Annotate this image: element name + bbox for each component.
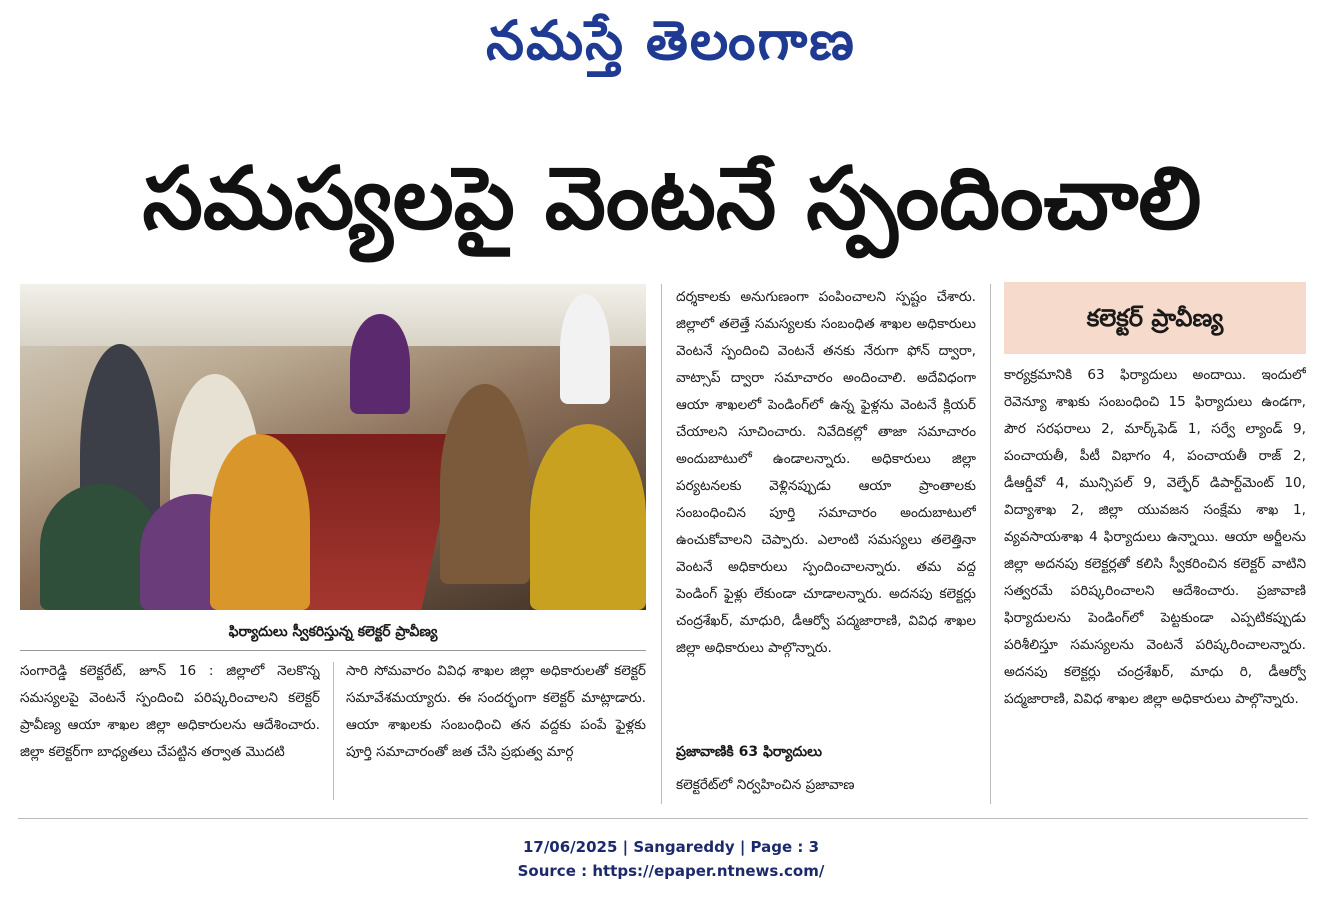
column-divider: [990, 284, 991, 804]
article-column-4: [1004, 362, 1306, 802]
article-column-1: [20, 658, 320, 800]
sidebar-title-box: కలెక్టర్ ప్రావీణ్య: [1004, 282, 1306, 354]
article-column-3: [676, 284, 976, 734]
column-divider: [661, 284, 662, 804]
footer-divider: [18, 818, 1308, 819]
photo-person: [440, 384, 530, 584]
photo-caption: ఫిర్యాదులు స్వీకరిస్తున్న కలెక్టర్ ప్రావీణ్య: [228, 624, 438, 640]
article-column-3-continued: [676, 772, 976, 802]
article-column-2: [346, 658, 646, 800]
caption-divider: [20, 650, 646, 651]
article-photo: [20, 284, 646, 610]
column-divider: [333, 662, 334, 800]
article-text: కార్యక్రమానికి 63 ఫిర్యాదులు అందాయి. ఇందులో రెవెన్యూ శాఖకు సంబంధించి 15 ఫిర్యాదులు ఉండగా, పౌర సరఫరాలు 2, మార్క్‌ఫెడ్ 1, సర్వే ల్యాండ్ 9, పంచాయతీ, పీటీ విభాగం 4, పంచాయతీ రాజ్ 2, డీఆర్డీవో 4, మున్సిపల్ 9, వెల్ఫేర్ డిపార్ట్‌మెంట్ 10, విద్యాశాఖ 2, జిల్లా యువజన సంక్షేమ శాఖ 1, వ్యవసాయశాఖ 4 ఫిర్యాదులు ఉన్నాయి. ఆయా అర్జీలను జిల్లా అదనపు కలెక్టర్లతో కలిసి స్వీకరించిన కలెక్టర్ వాటిని సత్వరమే పరిష్కరించాలని ఆదేశించారు. ప్రజావాణి ఫిర్యాదులను పెండింగ్‌లో పెట్టకుండా ఎప్పటికప్పుడు పరిశీలిస్తూ సమస్యలను వెంటనే పరిష్కరించాలన్నారు. అదనపు కలెక్టర్లు చంద్రశేఖర్, మాధు రి, డీఆర్వో పద్మజారాణి, వివిధ శాఖల జిల్లా అధికారులు పాల్గొన్నారు.: [1004, 367, 1306, 707]
footer-date-page: 17/06/2025 | Sangareddy | Page : 3: [522, 838, 820, 856]
photo-ceiling: [20, 284, 646, 346]
article-subheading: ప్రజావాణికి 63 ఫిర్యాదులు: [676, 744, 822, 760]
newspaper-masthead: నమస్తే తెలంగాణ: [486, 9, 856, 72]
footer-source: Source : https://epaper.ntnews.com/: [517, 862, 825, 880]
photo-person: [210, 434, 310, 610]
article-text: దర్శకాలకు అనుగుణంగా పంపించాలని స్పష్టం చేశారు. జిల్లాలో తలెత్తే సమస్యలకు సంబంధిత శాఖల అధికారులు వెంటనే స్పందించి వెంటనే తనకు నేరుగా ఫోన్ ద్వారా, వాట్సాప్ ద్వారా సమాచారం అందించాలి. అదేవిధంగా ఆయా శాఖలలో పెండింగ్‌లో ఉన్న ఫైళ్లను వెంటనే క్లియర్ చేయాలని సూచించారు. నివేదికల్లో తాజా సమాచారం అందుబాటులో ఉండాలన్నారు. అధికారులు జిల్లా పర్యటనలకు వెళ్లినప్పుడు ఆయా ప్రాంతాలకు సంబంధించిన పూర్తి సమాచారం అందుబాటులో ఉంచుకోవాలని చెప్పారు. ఎలాంటి సమస్యలు తలెత్తినా వెంటనే అధికారులు స్పందించాలన్నారు. తమ వద్ద పెండింగ్ ఫైళ్లు లేకుండా చూడాలన్నారు. అదనపు కలెక్టర్లు చంద్రశేఖర్, మాధురి, డీఆర్వో పద్మజారాణి, వివిధ శాఖల జిల్లా అధికారులు పాల్గొన్నారు.: [676, 289, 976, 656]
photo-person: [350, 314, 410, 414]
photo-person: [560, 294, 610, 404]
article-text: సారి సోమవారం వివిధ శాఖల జిల్లా అధికారులతో కలెక్టర్ సమావేశమయ్యారు. ఈ సందర్భంగా కలెక్టర్ మాట్లాడారు. ఆయా శాఖలకు సంబంధించి తన వద్దకు పంపే ఫైళ్లకు పూర్తి సమాచారంతో జత చేసి ప్రభుత్వ మార్గ: [346, 663, 646, 760]
article-headline: సమస్యలపై వెంటనే స్పందించాలి: [142, 149, 1202, 249]
article-text: కలెక్టరేట్‌లో నిర్వహించిన ప్రజావాణ: [676, 777, 855, 793]
article-text: సంగారెడ్డి కలెక్టరేట్, జూన్ 16 : జిల్లాలో నెలకొన్న సమస్యలపై వెంటనే స్పందించి పరిష్కరించాలని కలెక్టర్ ప్రావీణ్య ఆయా శాఖల జిల్లా అధికారులను ఆదేశించారు. జిల్లా కలెక్టర్‌గా బాధ్యతలు చేపట్టిన తర్వాత మొదటి: [20, 663, 320, 760]
photo-person: [530, 424, 646, 610]
